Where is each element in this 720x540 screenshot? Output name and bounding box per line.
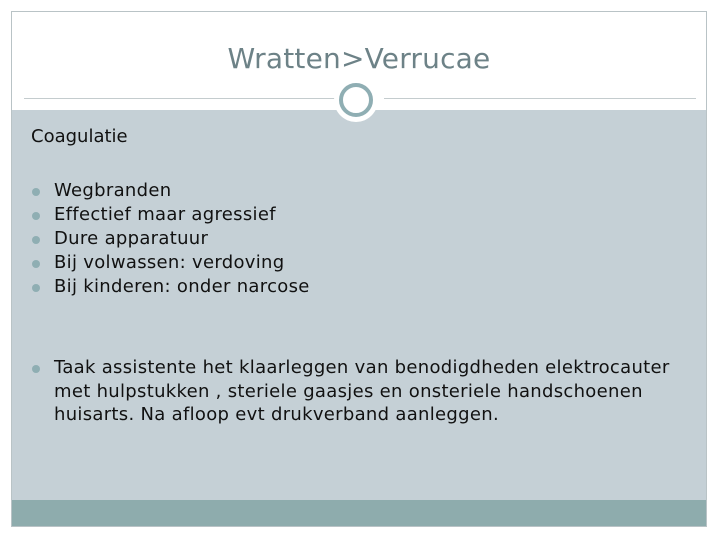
list-item bbox=[31, 179, 701, 203]
bullet-list-main bbox=[31, 179, 701, 299]
content-area bbox=[12, 110, 706, 502]
bullet-icon bbox=[32, 212, 40, 220]
bullet-icon bbox=[32, 236, 40, 244]
ring-icon bbox=[339, 83, 373, 117]
bullet-icon bbox=[32, 260, 40, 268]
list-item bbox=[31, 227, 701, 251]
bullet-icon bbox=[32, 284, 40, 292]
circle-ornament-icon bbox=[334, 78, 378, 122]
slide bbox=[11, 11, 707, 527]
slide-subheading: Coagulatie bbox=[31, 126, 128, 147]
list-item-text: Bij kinderen: onder narcose bbox=[54, 276, 310, 297]
bullet-list-task bbox=[31, 356, 701, 427]
footer-bar bbox=[12, 500, 706, 526]
bullet-icon bbox=[32, 188, 40, 196]
list-item bbox=[31, 251, 701, 275]
list-item-text: Effectief maar agressief bbox=[54, 204, 276, 225]
list-item bbox=[31, 203, 701, 227]
title-divider-right bbox=[384, 98, 696, 99]
list-item-text: Dure apparatuur bbox=[54, 228, 209, 249]
list-item-text: Bij volwassen: verdoving bbox=[54, 252, 285, 273]
list-item-text: Wegbranden bbox=[54, 180, 172, 201]
list-item bbox=[31, 275, 701, 299]
list-item bbox=[31, 356, 701, 427]
list-item-text: Taak assistente het klaarleggen van benodigdheden elektrocauter met hulpstukken , steriele gaasjes en onsteriele handschoenen huisarts. Na afloop evt drukverband aanleggen. bbox=[54, 357, 670, 425]
title-divider-left bbox=[24, 98, 340, 99]
bullet-icon bbox=[32, 365, 40, 373]
slide-title: Wratten>Verrucae bbox=[227, 42, 491, 75]
